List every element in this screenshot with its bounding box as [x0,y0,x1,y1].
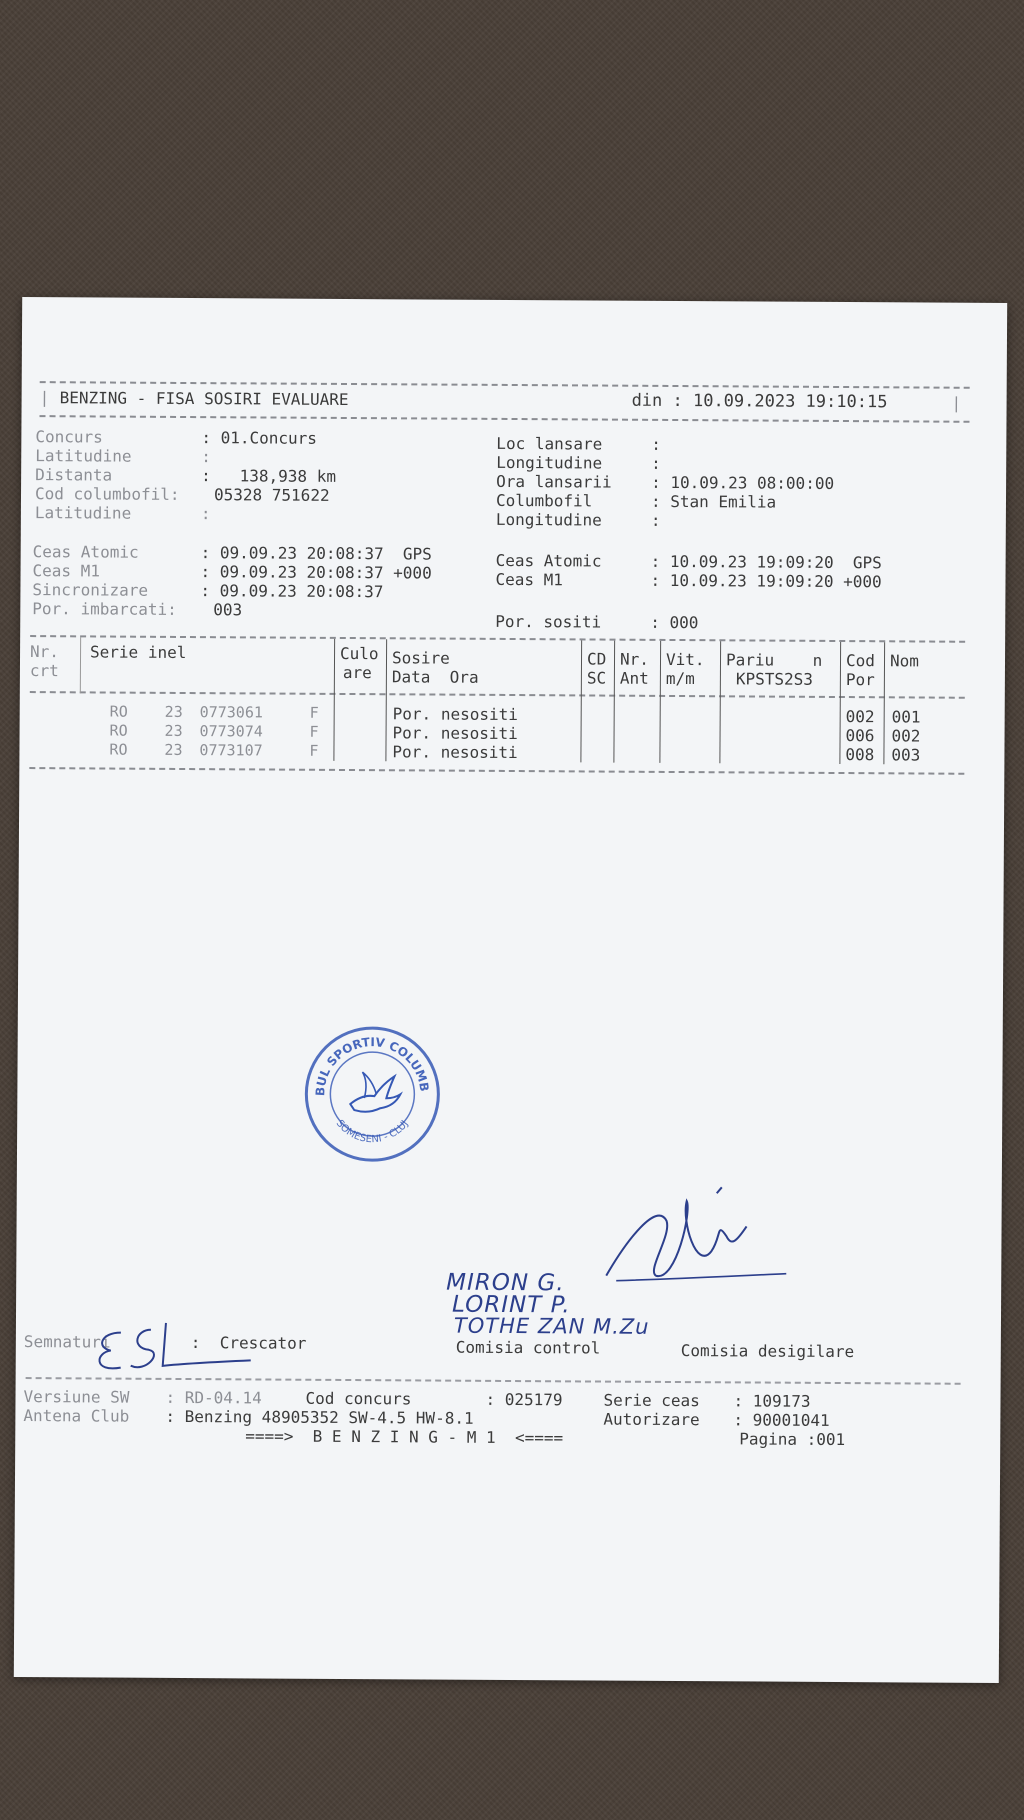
column-separator [385,639,387,761]
document-title: BENZING - FISA SOSIRI EVALUARE [59,388,349,409]
col-sosire-header: Data Ora [391,667,479,687]
ceas-atomic-value: : 10.09.23 19:09:20 GPS [650,551,882,573]
row-nom: 003 [891,745,921,765]
concurs-value: : 01.Concurs [201,428,318,448]
ceas-m1-value: : 10.09.23 19:09:20 +000 [650,570,882,592]
antena-club-label: Antena Club [23,1406,130,1426]
ceas-atomic-label: Ceas Atomic [32,542,139,562]
handwritten-name: MIRON G. [446,1269,565,1297]
row-year: 23 [164,721,183,740]
autorizare-value: : 90001041 [733,1410,830,1430]
crescator-label: : Crescator [190,1333,307,1353]
cod-concurs-label: Cod concurs [305,1388,412,1409]
longitudine-value: : [650,510,661,530]
row-ring: 0773074 [199,722,263,741]
column-separator [580,640,582,762]
benzing-banner: ====> B E N Z I N G - M 1 <==== [245,1426,564,1448]
col-nrant-header: Ant [619,668,649,688]
handwritten-name: LORINT P. [451,1291,571,1319]
por-sositi-label: Por. sositi [495,611,602,632]
crescator-signature [91,1317,261,1378]
page-number: Pagina :001 [739,1429,846,1450]
row-year: 23 [164,702,183,721]
latitudine-label: Latitudine [34,503,132,523]
row-cod-por: 008 [845,745,875,765]
col-nom-header: Nom [889,651,919,671]
svg-text:CLUBUL SPORTIV COLUMBOFIL: CLUBUL SPORTIV COLUMBOFIL [313,1035,432,1097]
columbofil-label: Columbofil [495,490,593,511]
row-status: Por. nesositi [392,704,518,725]
col-pariu-header: KPSTS2S3 [735,669,814,689]
row-country: RO [109,721,128,740]
por-sositi-value: : 000 [650,612,699,633]
col-culoare-header: are [342,662,372,683]
loc-lansare-value: : [651,434,662,454]
header-bar-right: | [951,393,962,413]
por-imbarcati-value: 003 [213,600,243,620]
col-sosire-header: Sosire [391,648,450,668]
header-bar-left: | [39,388,50,408]
col-nr-header: crt [29,661,59,681]
table-divider [29,767,964,775]
ceas-m1-label: Ceas M1 [32,561,101,581]
column-separator [613,641,615,763]
col-nrant-header: Nr. [619,649,649,669]
sincronizare-value: : 09.09.23 20:08:37 [200,581,384,602]
row-ring: 0773107 [199,741,263,760]
ceas-m1-label: Ceas M1 [495,569,564,590]
stamp-graphic [302,1024,443,1165]
row-country: RO [109,702,128,721]
latitudine-value: : [201,447,211,467]
row-nom: 001 [891,707,921,727]
footer-divider [26,1377,961,1385]
distanta-value: : 138,938 km [201,466,337,486]
col-serie-header: Serie inel [89,642,187,663]
loc-lansare-label: Loc lansare [496,433,603,454]
latitudine-value: : [200,504,211,524]
column-separator [883,642,885,764]
ceas-atomic-label: Ceas Atomic [495,550,602,571]
col-codpor-header: Por [845,670,875,690]
row-year: 23 [164,740,183,759]
divider [40,381,970,389]
col-culoare-header: Culo [339,643,379,664]
comisia-desigilare-label: Comisia desigilare [680,1341,855,1362]
row-status: Por. nesositi [392,723,518,744]
table-divider [30,691,965,699]
club-stamp [302,1024,443,1165]
row-cod-por: 006 [845,726,875,746]
column-separator [333,639,335,761]
col-nr-header: Nr. [30,642,60,662]
ora-lansarii-value: : 10.09.23 08:00:00 [651,472,835,493]
row-ring: 0773061 [199,703,263,722]
column-separator [80,637,81,693]
col-vit-header: Vit. [665,649,705,670]
divider [39,415,969,423]
row-status: Por. nesositi [392,742,518,763]
col-pariu-header: Pariu n [725,650,823,670]
document-sheet [14,297,1007,1683]
ceas-atomic-value: : 09.09.23 20:08:37 GPS [200,543,432,564]
signature-scribble [596,1181,797,1302]
row-nom: 002 [891,726,921,746]
col-cdsc-header: SC [586,668,607,688]
cod-columbofil-label: Cod columbofil: [34,484,180,504]
versiune-sw-value: : RD-04.14 [165,1387,262,1408]
antena-club-value: : Benzing 48905352 SW-4.5 HW-8.1 [165,1406,474,1428]
por-imbarcati-label: Por. imbarcati: [32,599,177,619]
row-cod-por: 002 [845,707,875,727]
longitudine-label: Longitudine [495,509,602,530]
semnaturi-label: Semnaturi [23,1332,111,1352]
col-codpor-header: Cod [845,651,875,671]
row-sex: F [309,703,319,722]
col-cdsc-header: CD [586,649,607,669]
comisia-control-label: Comisia control [455,1337,601,1358]
column-separator [659,641,661,763]
ora-lansarii-label: Ora lansarii [496,471,612,492]
versiune-sw-label: Versiune SW [23,1387,130,1407]
handwritten-name: TOTHE ZAN M.Zu [453,1313,650,1339]
col-vit-header: m/m [665,668,695,689]
serie-ceas-value: : 109173 [733,1391,811,1411]
table-divider [30,635,965,643]
column-separator [719,641,721,763]
row-sex: F [309,722,319,741]
column-separator [839,642,841,764]
concurs-label: Concurs [35,427,103,447]
latitudine-label: Latitudine [35,446,132,466]
columbofil-value: : Stan Emilia [650,491,777,512]
serie-ceas-label: Serie ceas [603,1390,700,1411]
svg-text:SOMESENI - CLUJ: SOMESENI - CLUJ [333,1118,411,1146]
autorizare-label: Autorizare [603,1409,700,1430]
row-sex: F [309,741,319,760]
document-date: din : 10.09.2023 19:10:15 [631,390,888,413]
longitudine-label: Longitudine [496,452,603,473]
distanta-label: Distanta [35,465,113,485]
longitudine-value: : [651,453,661,473]
ceas-m1-value: : 09.09.23 20:08:37 +000 [200,562,432,583]
row-country: RO [109,740,128,759]
cod-concurs-value: : 025179 [485,1389,563,1410]
cod-columbofil-value: 05328 751622 [213,485,330,505]
sincronizare-label: Sincronizare [32,580,149,600]
